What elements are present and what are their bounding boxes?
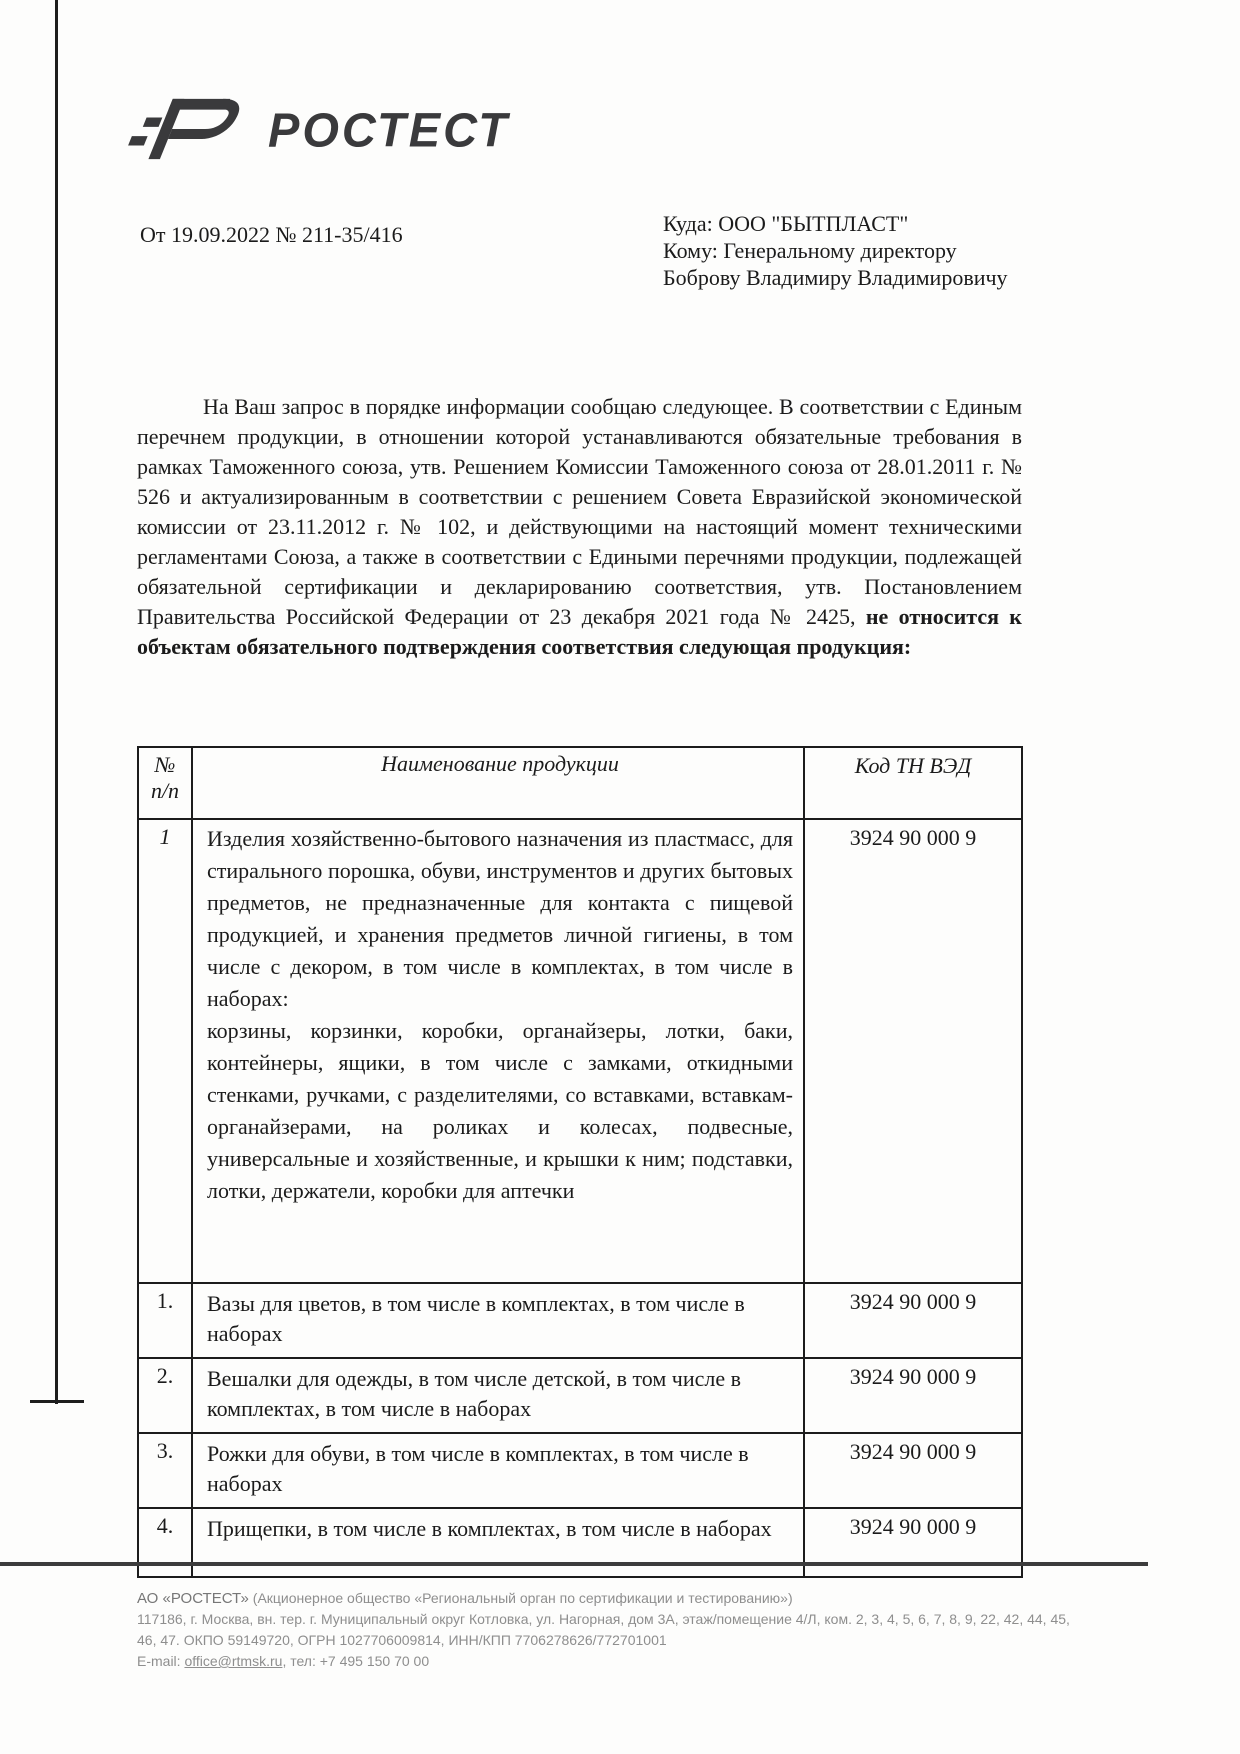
footer-separator	[0, 1562, 1148, 1566]
product-table	[137, 746, 1023, 1578]
row-name-paragraph-1: Изделия хозяйственно-бытового назначения из пластмасс, для стирального порошка, обуви, инструментов и других бытовых предметов, не предназначенные для контакта с пищевой продукцией, и хранения предметов личной гигиены, в том числе с декором, в том числе в комплектах, в том числе в наборах:	[207, 826, 793, 1011]
table-row	[139, 1357, 1021, 1432]
footer-contact-line	[137, 1651, 1137, 1672]
rostest-logo-mark-icon	[128, 90, 250, 168]
reference-line: От 19.09.2022 № 211-35/416	[140, 222, 403, 247]
left-margin-crop-mark	[30, 1400, 84, 1403]
recipient-block	[663, 210, 1043, 291]
recipient-kuda: Куда: ООО "БЫТПЛАСТ"	[663, 211, 909, 236]
recipient-komu: Кому: Генеральному директору	[663, 238, 957, 263]
table-row	[139, 1282, 1021, 1357]
row-name-paragraph-2: корзины, корзинки, коробки, органайзеры, лотки, баки, контейнеры, ящики, в том числе с замками, откидными стенками, ручками, с разделителями, со вставками, вставкам-органайзерами, на роликах и колесах, подвесные, универсальные и хозяйственные, и крышки к ним; подставки, лотки, держатели, коробки для аптечки	[207, 1018, 793, 1203]
row-num: 2.	[139, 1359, 193, 1432]
footer-org-name: АО «РОСТЕСТ»	[137, 1590, 249, 1607]
footer	[137, 1588, 1137, 1672]
row-code: 3924 90 000 9	[849, 825, 977, 850]
row-code: 3924 90 000 9	[849, 1289, 977, 1314]
email-label: E-mail:	[137, 1653, 185, 1669]
rostest-logo	[128, 90, 510, 168]
footer-reg-line: 46, 47. ОКПО 59149720, ОГРН 1027706009814, ИНН/КПП 7706278626/772701001	[137, 1632, 667, 1648]
row-num: 3.	[139, 1434, 193, 1507]
header-code: Код ТН ВЭД	[854, 753, 972, 778]
row-name: Вешалки для одежды, в том числе детской, в том числе в комплектах, в том числе в наборах	[193, 1359, 805, 1432]
table-row	[139, 1432, 1021, 1507]
row-name: Прищепки, в том числе в комплектах, в том числе в наборах	[193, 1509, 805, 1576]
phone-text: , тел: +7 495 150 70 00	[282, 1653, 430, 1669]
row-num: 1	[139, 820, 193, 1282]
body-text-normal: На Ваш запрос в порядке информации сообщаю следующее. В соответствии с Единым перечнем продукции, в отношении которой устанавливаются обязательные требования в рамках Таможенного союза, утв. Решением Комиссии Таможенного союза от 28.01.2011 г. № 526 и актуализированным в соответствии с решением Совета Евразийской экономической комиссии от 23.11.2012 г. № 102, и действующими на настоящий момент техническими регламентами Союза, а также в соответствии с Едиными перечнями продукции, подлежащей обязательной сертификации и декларированию соответствия, утв. Постановлением Правительства Российской Федерации от 23 декабря 2021 года № 2425,	[137, 394, 1022, 629]
row-code: 3924 90 000 9	[849, 1364, 977, 1389]
table-header-row	[139, 748, 1021, 818]
recipient-name: Боброву Владимиру Владимировичу	[663, 265, 1008, 290]
footer-address-line: 117186, г. Москва, вн. тер. г. Муниципальный округ Котловка, ул. Нагорная, дом 3А, этаж/помещение 4/Л, ком. 2, 3, 4, 5, 6, 7, 8, 9, 22, 42, 44, 45,	[137, 1611, 1070, 1627]
row-num: 4.	[139, 1509, 193, 1576]
header-name: Наименование продукции	[193, 748, 805, 818]
table-row-main	[139, 818, 1021, 1282]
body-paragraph	[137, 392, 1022, 662]
left-margin-line	[55, 0, 58, 1404]
footer-org-line	[137, 1588, 1137, 1609]
row-name	[193, 820, 805, 1282]
rostest-logo-text: РОСТЕСТ	[268, 101, 510, 157]
row-code: 3924 90 000 9	[849, 1439, 977, 1464]
row-code: 3924 90 000 9	[849, 1514, 977, 1539]
row-name: Рожки для обуви, в том числе в комплектах, в том числе в наборах	[193, 1434, 805, 1507]
email-link[interactable]: office@rtmsk.ru	[184, 1653, 283, 1669]
header-num: № п/п	[139, 748, 193, 818]
row-num: 1.	[139, 1284, 193, 1357]
row-name: Вазы для цветов, в том числе в комплектах, в том числе в наборах	[193, 1284, 805, 1357]
body-text-bold: не относится к объектам обязательного подтверждения соответствия следующая продукция:	[137, 604, 1022, 659]
footer-org-description: (Акционерное общество «Региональный орган по сертификации и тестированию»)	[248, 1590, 793, 1606]
